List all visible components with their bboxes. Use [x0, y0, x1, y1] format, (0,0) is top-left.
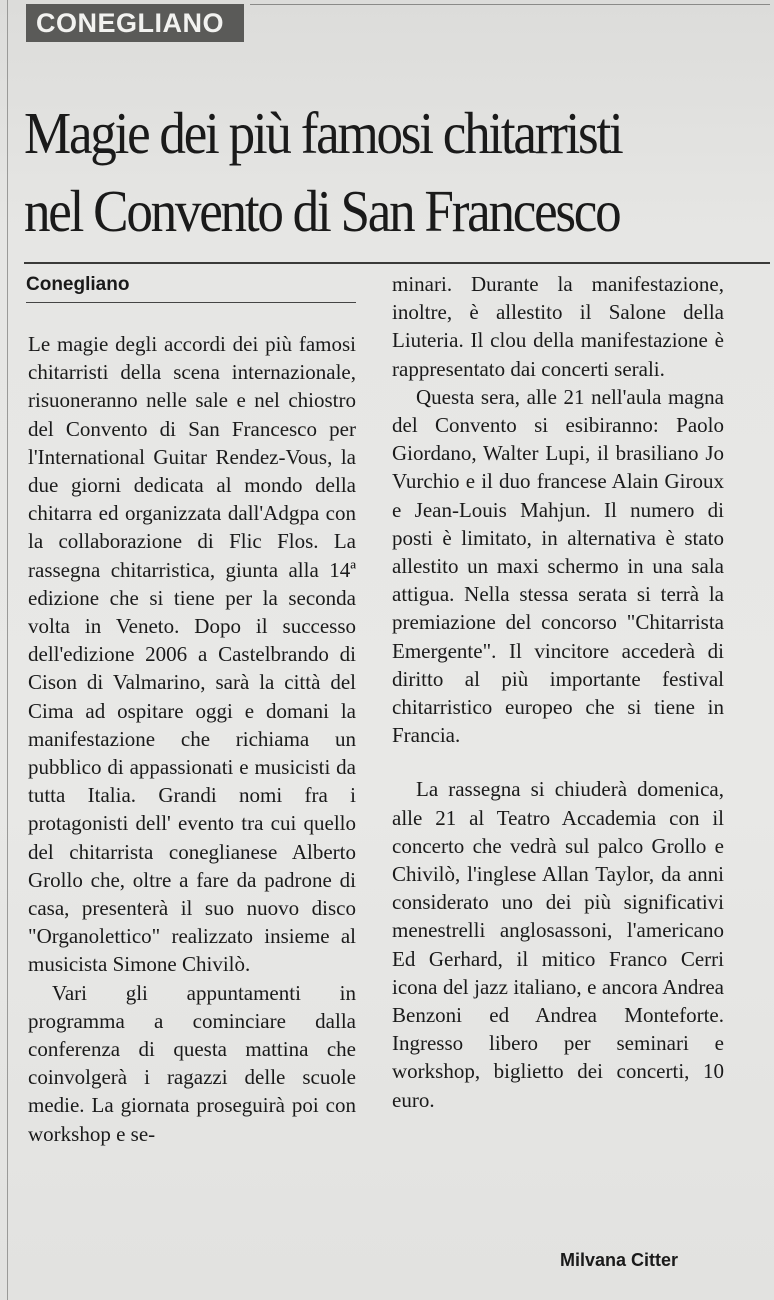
- paragraph-2-end: minari. Durante la manifestazione, inoltre, è allestito il Salone della Liuteria. Il clou della manifestazione è rappresentato dai concerti serali.: [392, 272, 724, 381]
- headline-line-1: Magie dei più famosi chitarristi: [24, 100, 622, 166]
- paragraph-2-start: Vari gli appuntamenti in programma a cominciare dalla conferenza di questa mattina che coinvolgerà i ragazzi delle scuole medie. La giornata proseguirà poi con workshop e se-: [28, 980, 356, 1146]
- paragraph-4: La rassegna si chiuderà domenica, alle 21 al Teatro Accademia con il concerto che vedrà sul palco Grollo e Chivilò, l'inglese Allan Taylor, da anni considerato uno dei più significativi menestrelli anglosassoni, l'americano Ed Gerhard, il mitico Franco Cerri icona del jazz italiano, e ancora Andrea Benzoni ed Andrea Monteforte. Ingresso libero per seminari e workshop, biglietto dei concerti, 10 euro.: [392, 777, 724, 1112]
- section-tag: CONEGLIANO: [26, 4, 244, 42]
- paragraph-3: Questa sera, alle 21 nell'aula magna del Convento si esibiranno: Paolo Giordano, Walter Lupi, il brasiliano Jo Vurchio e il duo francese Alain Giroux e Jean-Louis Mahjun. Il numero di posti è limitato, in alternativa è stato allestito un maxi schermo in una sala attigua. Nella stessa serata si terrà la premiazione del concorso "Chitarrista Emergente". Il vincitore accederà di diritto al più importante festival chitarristico europeo che si tiene in Francia.: [392, 384, 724, 748]
- dateline-divider: [26, 302, 356, 303]
- headline-line-2: nel Convento di San Francesco: [24, 178, 620, 244]
- headline-divider: [24, 262, 770, 264]
- dateline: Conegliano: [26, 274, 130, 295]
- paragraph-1: Le magie degli accordi dei più famosi chitarristi della scena internazionale, risuoneranno nelle sale e nel chiostro del Convento di San Francesco per l'International Guitar Rendez-Vous, la due giorni dedicata al mondo della chitarra ed organizzata dall'Adgpa con la collaborazione di Flic Flos. La rassegna chitarristica, giunta alla 14ª edizione che si tiene per la seconda volta in Veneto. Dopo il successo dell'edizione 2006 a Castelbrando di Cison di Valmarino, sarà la città del Cima ad ospitare oggi e domani la manifestazione che richiama un pubblico di appassionati e musicisti da tutta Italia. Grandi nomi fra i protagonisti dell' evento tra cui quello del chitarrista coneglianese Alberto Grollo che, oltre a fare da padrone di casa, presenterà il suo nuovo disco "Organolettico" realizzato insieme al musicista Simone Chivilò.: [28, 332, 356, 977]
- headline: [24, 94, 695, 250]
- page-fold-line: [0, 0, 8, 1300]
- article-column-right: [392, 270, 724, 1114]
- section-divider: [250, 4, 770, 5]
- author-signature: Milvana Citter: [560, 1250, 679, 1270]
- article-column-left: [28, 330, 356, 1148]
